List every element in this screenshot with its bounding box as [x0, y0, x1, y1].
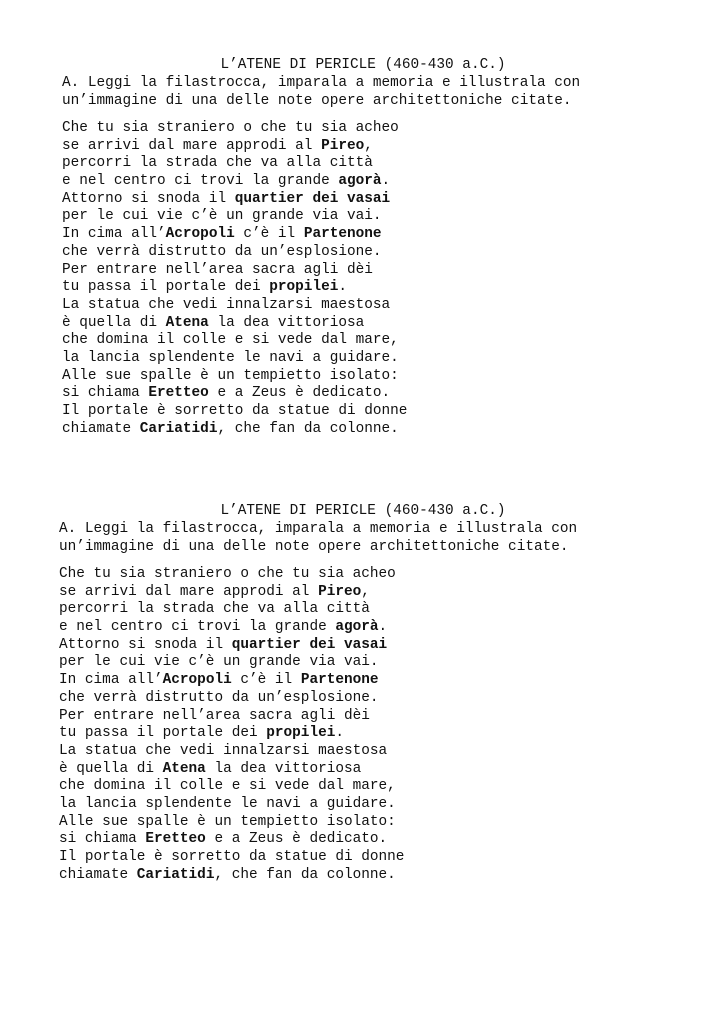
poem-text: e a Zeus è dedicato.	[205, 831, 388, 848]
poem-text: .	[335, 725, 344, 742]
poem-line	[62, 208, 407, 226]
instruction-line: un’immagine di una delle note opere architettoniche citate.	[62, 93, 572, 109]
poem-line	[59, 619, 404, 637]
poem-text: tu passa il portale dei	[59, 725, 267, 742]
poem-line	[59, 637, 404, 655]
poem-text: .	[381, 173, 391, 190]
poem-text: si chiama	[59, 831, 146, 848]
poem-text: per le cui vie c’è un grande via vai.	[62, 208, 382, 225]
poem-text: che domina il colle e si vede dal mare,	[59, 778, 396, 795]
poem-text: , che fan da colonne.	[217, 420, 399, 437]
poem-text: Per entrare nell’area sacra agli dèi	[59, 707, 370, 724]
poem-text: chiamate	[59, 866, 137, 883]
instruction-text	[62, 74, 702, 110]
poem-keyword: Atena	[165, 314, 209, 331]
poem-text: Attorno si snoda il	[59, 636, 232, 653]
poem-text: ,	[364, 137, 373, 154]
poem-text: percorri la strada che va alla città	[62, 155, 373, 172]
poem-keyword: agorà	[338, 173, 382, 190]
poem-text: Il portale è sorretto da statue di donne	[62, 403, 408, 419]
poem-line	[59, 778, 404, 796]
poem-text: c’è il	[231, 672, 301, 689]
poem-text: Che tu sia straniero o che tu sia acheo	[59, 566, 396, 582]
poem-text: e a Zeus è dedicato.	[208, 385, 391, 402]
poem-line	[62, 262, 407, 280]
poem-text: Attorno si snoda il	[62, 190, 235, 207]
instruction-text	[59, 520, 699, 556]
poem-line	[62, 191, 407, 209]
poem-text: che domina il colle e si vede dal mare,	[62, 332, 399, 349]
poem-line	[59, 672, 404, 690]
poem-line	[59, 584, 404, 602]
poem-line	[62, 421, 407, 439]
poem-keyword: propilei	[266, 725, 336, 742]
poem-keyword: Cariatidi	[136, 866, 215, 883]
poem-text: , che fan da colonne.	[214, 866, 396, 883]
poem-line	[59, 761, 404, 779]
poem-keyword: quartier dei vasai	[234, 190, 391, 207]
poem-text: e nel centro ci trovi la grande	[59, 619, 336, 636]
poem-line	[62, 173, 407, 191]
poem-text: ,	[361, 583, 370, 600]
poem-text: che verrà distrutto da un’esplosione.	[59, 689, 379, 706]
poem-line	[59, 690, 404, 708]
poem-line	[59, 831, 404, 849]
poem-line	[59, 743, 404, 761]
section-title: L’ATENE DI PERICLE (460-430 a.C.)	[220, 503, 506, 519]
poem-text: la dea vittoriosa	[208, 314, 365, 331]
poem-line	[59, 849, 404, 867]
poem-text: Che tu sia straniero o che tu sia acheo	[62, 120, 399, 136]
poem-text: percorri la strada che va alla città	[59, 601, 370, 618]
poem-text: Alle sue spalle è un tempietto isolato:	[62, 367, 399, 384]
poem-line	[59, 566, 404, 584]
poem-line	[59, 796, 404, 814]
poem-keyword: quartier dei vasai	[231, 636, 388, 653]
poem-line	[59, 725, 404, 743]
instruction-line: A. Leggi la filastrocca, imparala a memoria e illustrala con	[62, 75, 581, 91]
poem-line	[59, 867, 404, 885]
poem-text: c’è il	[234, 226, 304, 243]
poem-text: se arrivi dal mare approdi al	[62, 137, 322, 154]
poem-line	[62, 403, 407, 421]
poem-line	[59, 601, 404, 619]
poem-keyword: Partenone	[300, 672, 379, 689]
poem-text: In cima all’	[62, 226, 166, 243]
poem-keyword: Pireo	[321, 137, 365, 154]
poem-line	[62, 350, 407, 368]
poem-text: è quella di	[62, 314, 166, 331]
poem-keyword: Acropoli	[165, 226, 235, 243]
poem-text: Per entrare nell’area sacra agli dèi	[62, 261, 373, 278]
poem-keyword: Eretteo	[148, 385, 209, 402]
poem-line	[62, 385, 407, 403]
poem	[62, 120, 407, 438]
poem-line	[62, 315, 407, 333]
poem-text: .	[378, 619, 388, 636]
instruction-line: A. Leggi la filastrocca, imparala a memoria e illustrala con	[59, 521, 578, 537]
poem-text: La statua che vedi innalzarsi maestosa	[62, 296, 391, 313]
poem-keyword: agorà	[335, 619, 379, 636]
poem-text: la dea vittoriosa	[205, 760, 362, 777]
poem-text: si chiama	[62, 385, 149, 402]
poem-text: tu passa il portale dei	[62, 279, 270, 296]
section-title: L’ATENE DI PERICLE (460-430 a.C.)	[220, 57, 506, 73]
poem-line	[59, 708, 404, 726]
poem-text: la lancia splendente le navi a guidare.	[62, 349, 399, 366]
poem-keyword: Cariatidi	[139, 420, 218, 437]
poem-text: chiamate	[62, 420, 140, 437]
poem-line	[62, 138, 407, 156]
instruction-line: un’immagine di una delle note opere architettoniche citate.	[59, 539, 569, 555]
poem-text: Il portale è sorretto da statue di donne	[59, 849, 405, 865]
poem-line	[62, 120, 407, 138]
poem-line	[62, 332, 407, 350]
poem-keyword: Partenone	[303, 226, 382, 243]
poem-text: e nel centro ci trovi la grande	[62, 173, 339, 190]
poem-line	[62, 244, 407, 262]
poem-text: la lancia splendente le navi a guidare.	[59, 795, 396, 812]
poem-line	[62, 155, 407, 173]
poem-line	[62, 368, 407, 386]
poem-text: La statua che vedi innalzarsi maestosa	[59, 742, 388, 759]
poem	[59, 566, 404, 884]
poem-text: che verrà distrutto da un’esplosione.	[62, 243, 382, 260]
poem-line	[62, 226, 407, 244]
poem-keyword: Atena	[162, 760, 206, 777]
poem-line	[62, 297, 407, 315]
poem-keyword: Pireo	[318, 583, 362, 600]
poem-text: se arrivi dal mare approdi al	[59, 583, 319, 600]
poem-text: Alle sue spalle è un tempietto isolato:	[59, 813, 396, 830]
poem-keyword: Acropoli	[162, 672, 232, 689]
poem-line	[59, 814, 404, 832]
poem-line	[62, 279, 407, 297]
poem-keyword: propilei	[269, 279, 339, 296]
poem-line	[59, 654, 404, 672]
poem-keyword: Eretteo	[145, 831, 206, 848]
poem-text: è quella di	[59, 760, 163, 777]
poem-text: .	[338, 279, 347, 296]
poem-text: per le cui vie c’è un grande via vai.	[59, 654, 379, 671]
poem-text: In cima all’	[59, 672, 163, 689]
